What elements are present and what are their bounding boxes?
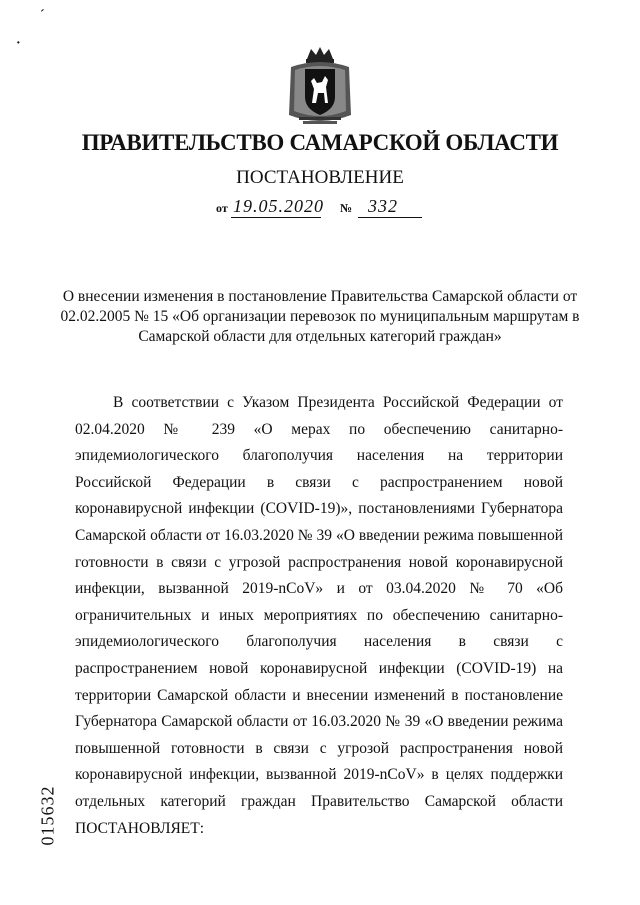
government-title: ПРАВИТЕЛЬСТВО САМАРСКОЙ ОБЛАСТИ <box>81 130 559 155</box>
number-underline <box>358 217 422 218</box>
scan-mark: ˊ <box>40 8 45 23</box>
serial-number <box>28 770 68 860</box>
number-value: 332 <box>368 196 398 216</box>
document-type: ПОСТАНОВЛЕНИЕ <box>236 167 404 188</box>
scan-mark: · <box>16 36 21 51</box>
date-number-line <box>216 196 426 220</box>
number-prefix: № <box>340 201 353 215</box>
samara-coat-of-arms-icon <box>285 45 355 127</box>
date-value: 19.05.2020 <box>233 196 324 216</box>
date-prefix: от <box>216 201 228 215</box>
document-subject: О внесении изменения в постановление Правительства Самарской области от 02.02.2005 № 15 «Об организации перевозок по муниципальным маршрутам в Самарской области для отдельных категорий граждан» <box>60 288 580 345</box>
serial-number-text: 015632 <box>37 785 58 846</box>
body-paragraph: В соответствии с Указом Президента Российской Федерации от 02.04.2020 № 239 «О мерах по обеспечению санитарно-эпидемиологического благополучия населения на территории Российской Федерации в связи с распространением новой коронавирусной инфекции (COVID-19)», постановлениями Губернатора Самарской области от 16.03.2020 № 39 «О введении режима повышенной готовности в связи с угрозой распространения новой коронавирусной инфекции, вызванной 2019-nCoV» и от 03.04.2020 № 70 «Об ограничительных и иных мероприятиях по обеспечению санитарно-эпидемиологического благополучия населения в связи с распространением новой коронавирусной инфекции (COVID-19) на территории Самарской области и внесении изменений в постановление Губернатора Самарской области от 16.03.2020 № 39 «О введении режима повышенной готовности в связи с угрозой распространения новой коронавирусной инфекции, вызванной 2019-nCoV» в целях поддержки отдельных категорий граждан Правительство Самарской области ПОСТАНОВЛЯЕТ: <box>75 394 563 837</box>
date-underline <box>231 217 321 218</box>
